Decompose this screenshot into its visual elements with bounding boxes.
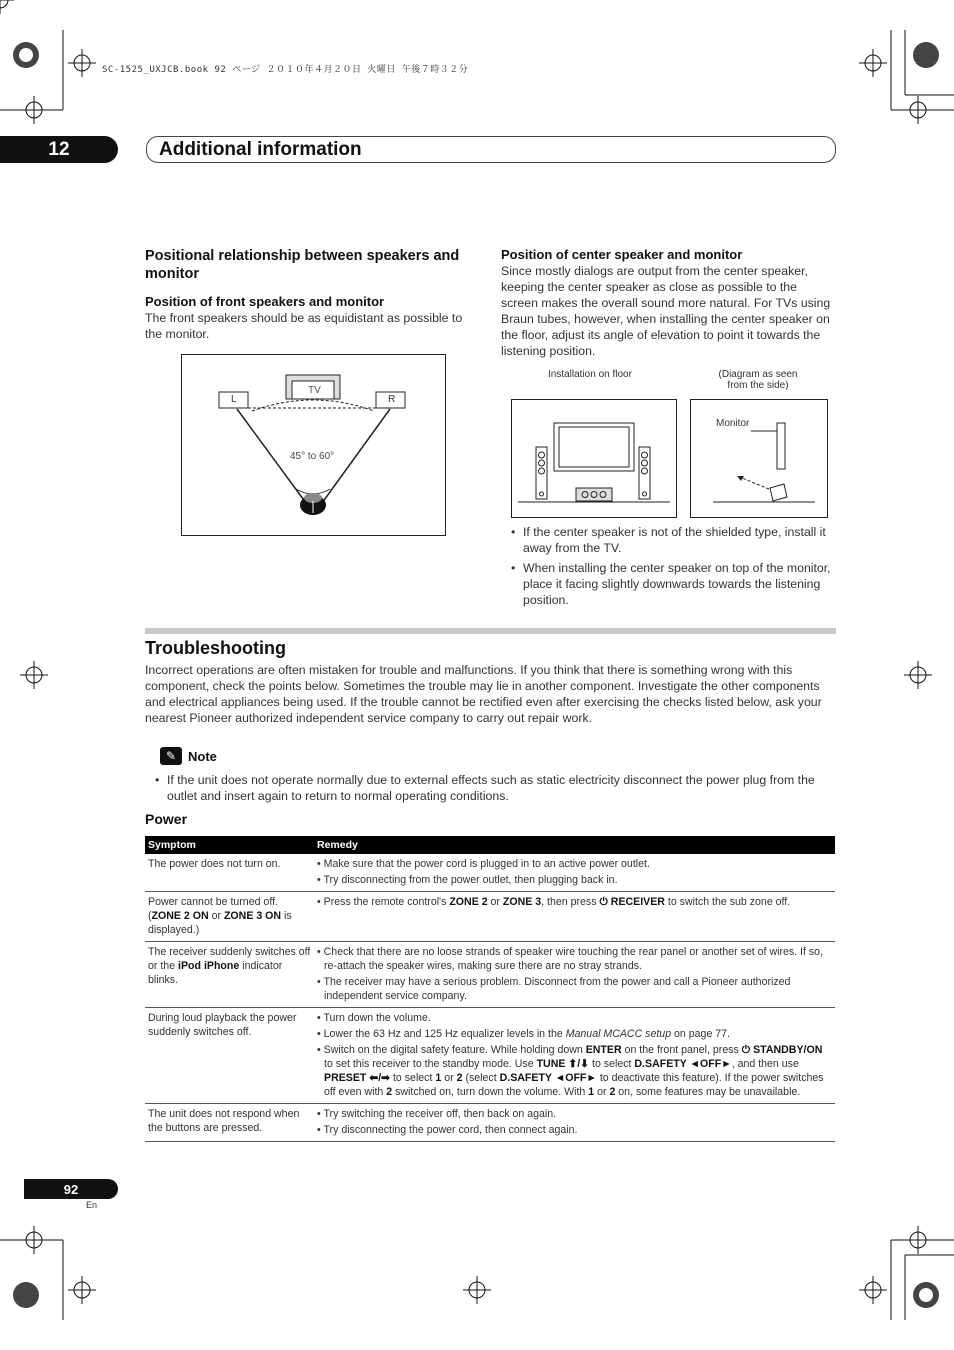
receiver-key: ⏻ RECEIVER (599, 896, 665, 908)
zone2-key: ZONE 2 (449, 896, 488, 908)
remedy-text: or (487, 896, 503, 908)
symptom-text: is displayed.) (148, 910, 292, 936)
remedy-item: • Try switching the receiver off, then back on again. (317, 1108, 557, 1120)
remedy-text: Switch on the digital safety feature. While holding down (323, 1044, 586, 1056)
remedy-text: to set this receiver to the standby mode. Use (324, 1058, 537, 1070)
remedy-cell (314, 1104, 835, 1142)
remedy-text: Press the remote control's (323, 896, 450, 908)
table-header-row (145, 836, 835, 854)
side-caption: (Diagram as seen from the side) (718, 369, 798, 391)
monitor-label: Monitor (716, 418, 750, 429)
value-2: 2 (456, 1072, 463, 1084)
note-label: Note (188, 748, 217, 764)
remedy-cell (314, 942, 835, 1008)
remedy-item: • Press the remote control's ZONE 2 or ZONE 3, then press ⏻ RECEIVER to switch the sub zone off. (317, 896, 791, 908)
front-text: The front speakers should be as equidistant as possible to the monitor. (145, 311, 463, 341)
chapter-title-text: Additional information (159, 138, 362, 160)
symptom-header: Symptom (145, 836, 314, 854)
positional-heading: Positional relationship between speakers and monitor (145, 248, 460, 282)
chapter-title (146, 136, 836, 163)
remedy-item: • Turn down the volume. (317, 1012, 431, 1024)
enter-key: ENTER (585, 1044, 622, 1056)
power-heading: Power (145, 811, 188, 827)
remedy-text: on, some features may be unavailable. (615, 1086, 801, 1098)
note-header (160, 747, 217, 765)
troubleshooting-intro: Incorrect operations are often mistaken for trouble and malfunctions. If you think that there is something wrong with this component, check the points below. Sometimes the trouble may lie in another component. Investigate the other components and electrical appliances being used. If the trouble cannot be rectified even after exercising the checks listed below, ask your nearest Pioneer authorized independent service company to carry out repair work. (145, 663, 822, 725)
remedy-item: • Try disconnecting from the power outlet, then plugging back in. (317, 874, 618, 886)
side-view-svg (691, 400, 827, 517)
remedy-text: Try disconnecting the power cord, then connect again. (323, 1124, 578, 1136)
manual-mcacc-ref: Manual MCACC setup (565, 1028, 672, 1040)
remedy-item: • Lower the 63 Hz and 125 Hz equalizer levels in the Manual MCACC setup on page 77. (317, 1028, 731, 1040)
tune-key: TUNE ⬆/⬇ (536, 1058, 590, 1070)
note-text: • If the unit does not operate normally due to external effects such as static electricity disconnect the power plug from the outlet and insert again to return to normal operating conditions. (145, 772, 837, 804)
floor-installation-svg (512, 400, 676, 517)
center-text: Since mostly dialogs are output from the center speaker, keeping the center speaker as close as possible to the screen makes the overall sound more natural. For TVs using Braun tubes, however, when installing the center speaker on the floor, adjust its angle of elevation to point it towards the listening position. (501, 264, 831, 358)
remedy-text: or (594, 1086, 610, 1098)
front-speaker-svg (182, 355, 445, 535)
remedy-cell (314, 1008, 835, 1104)
center-bullet: • When installing the center speaker on top of the monitor, place it facing slightly downwards towards the listening position. (501, 560, 836, 608)
table-row (145, 892, 835, 942)
right-speaker-label: R (388, 394, 396, 405)
angle-label: 45° to 60° (290, 451, 335, 462)
front-speaker-diagram (181, 354, 446, 536)
remedy-text: , and then use (731, 1058, 799, 1070)
symptom-cell (145, 892, 314, 942)
remedy-item: • Check that there are no loose strands of speaker wire touching the rear panel or another set of wires. If so, re-attach the speaker wires, making sure there are no stray strands. (317, 946, 824, 972)
pencil-icon: ✎ (160, 747, 182, 765)
display-zone2-on: ZONE 2 ON (151, 910, 209, 922)
symptom-cell: The unit does not respond when the buttons are pressed. (145, 1104, 314, 1142)
remedy-text: to select (589, 1058, 635, 1070)
zone3-key: ZONE 3 (502, 896, 542, 908)
remedy-text: to deactivate this feature). If the power switches off even with (324, 1072, 824, 1098)
print-header: SC-1525_UXJCB.book 92 ページ ２０１０年４月２０日 火曜日 午後７時３２分 (102, 65, 469, 75)
remedy-cell (314, 854, 835, 892)
symptom-cell: The power does not turn on. (145, 854, 314, 892)
table-row (145, 942, 835, 1008)
power-table (145, 836, 835, 1142)
symptom-text: or (208, 910, 224, 922)
remedy-text: , then press (541, 896, 600, 908)
remedy-text: Turn down the volume. (323, 1012, 431, 1024)
remedy-text: on page 77. (671, 1028, 731, 1040)
power-table-wrap (145, 836, 835, 1142)
table-row (145, 1104, 835, 1142)
standby-key: ⏻ STANDBY/ON (741, 1044, 823, 1056)
ipod-indicator: iPod iPhone (178, 960, 240, 972)
remedy-text: to select (390, 1072, 436, 1084)
symptom-text: Power cannot be turned off. ( (148, 896, 278, 922)
preset-key: PRESET ⬅/➡ (324, 1072, 391, 1084)
troubleshooting-heading: Troubleshooting (145, 638, 286, 658)
remedy-text: The receiver may have a serious problem. Disconnect from the power and call a Pioneer authorized independent service company. (323, 976, 791, 1002)
value-1: 1 (435, 1072, 442, 1084)
remedy-text: Try disconnecting from the power outlet, then plugging back in. (323, 874, 618, 886)
remedy-item: • The receiver may have a serious problem. Disconnect from the power and call a Pioneer authorized independent service company. (317, 976, 791, 1002)
remedy-text: or (441, 1072, 457, 1084)
remedy-text: switched on, turn down the volume. With (392, 1086, 589, 1098)
remedy-item: • Try disconnecting the power cord, then connect again. (317, 1124, 578, 1136)
remedy-text: Try switching the receiver off, then back on again. (323, 1108, 557, 1120)
value-2: 2 (386, 1086, 393, 1098)
table-row (145, 1008, 835, 1104)
value-2: 2 (609, 1086, 616, 1098)
symptom-text: indicator blinks. (148, 960, 283, 986)
remedy-text: Lower the 63 Hz and 125 Hz equalizer levels in the (323, 1028, 566, 1040)
remedy-text: (select (462, 1072, 500, 1084)
floor-installation-diagram (511, 399, 677, 518)
remedy-item: • Switch on the digital safety feature. While holding down ENTER on the front panel, press ⏻ STANDBY/ON to set this receiver to the standby mode. Use TUNE ⬆/⬇ to select D.SAFETY ◄OFF►, and then use PRESET ⬅/➡ to select 1 or 2 (select D.SAFETY ◄OFF► to deactivate this feature). If the power switches off even with 2 switched on, turn down the volume. With 1 or 2 on, some features may be unavailable. (317, 1044, 824, 1098)
page-number: 92 (24, 1179, 118, 1199)
floor-caption: Installation on floor (548, 369, 632, 380)
value-1: 1 (588, 1086, 595, 1098)
dsafety-setting: D.SAFETY ◄OFF► (634, 1058, 732, 1070)
symptom-cell: During loud playback the power suddenly switches off. (145, 1008, 314, 1104)
symptom-text: The receiver suddenly switches off or the (148, 946, 311, 972)
language-code: En (86, 1200, 98, 1210)
remedy-text: on the front panel, press (621, 1044, 742, 1056)
remedy-cell (314, 892, 835, 942)
remedy-header: Remedy (314, 836, 835, 854)
chapter-number: 12 (0, 136, 118, 163)
remedy-text: Check that there are no loose strands of speaker wire touching the rear panel or another set of wires. If so, re-attach the speaker wires, making sure there are no stray strands. (323, 946, 824, 972)
left-speaker-label: L (231, 394, 237, 405)
symptom-cell (145, 942, 314, 1008)
section-rule (145, 628, 836, 634)
table-row (145, 854, 835, 892)
center-bullet: • If the center speaker is not of the shielded type, install it away from the TV. (501, 524, 836, 556)
tv-label: TV (308, 385, 321, 396)
display-zone3-on: ZONE 3 ON (223, 910, 282, 922)
remedy-text: to switch the sub zone off. (664, 896, 791, 908)
remedy-text: Make sure that the power cord is plugged in to an active power outlet. (323, 858, 650, 870)
dsafety-setting: D.SAFETY ◄OFF► (499, 1072, 597, 1084)
front-heading: Position of front speakers and monitor (145, 294, 385, 309)
remedy-item: • Make sure that the power cord is plugged in to an active power outlet. (317, 858, 650, 870)
center-heading: Position of center speaker and monitor (501, 247, 743, 262)
side-view-diagram (690, 399, 828, 518)
